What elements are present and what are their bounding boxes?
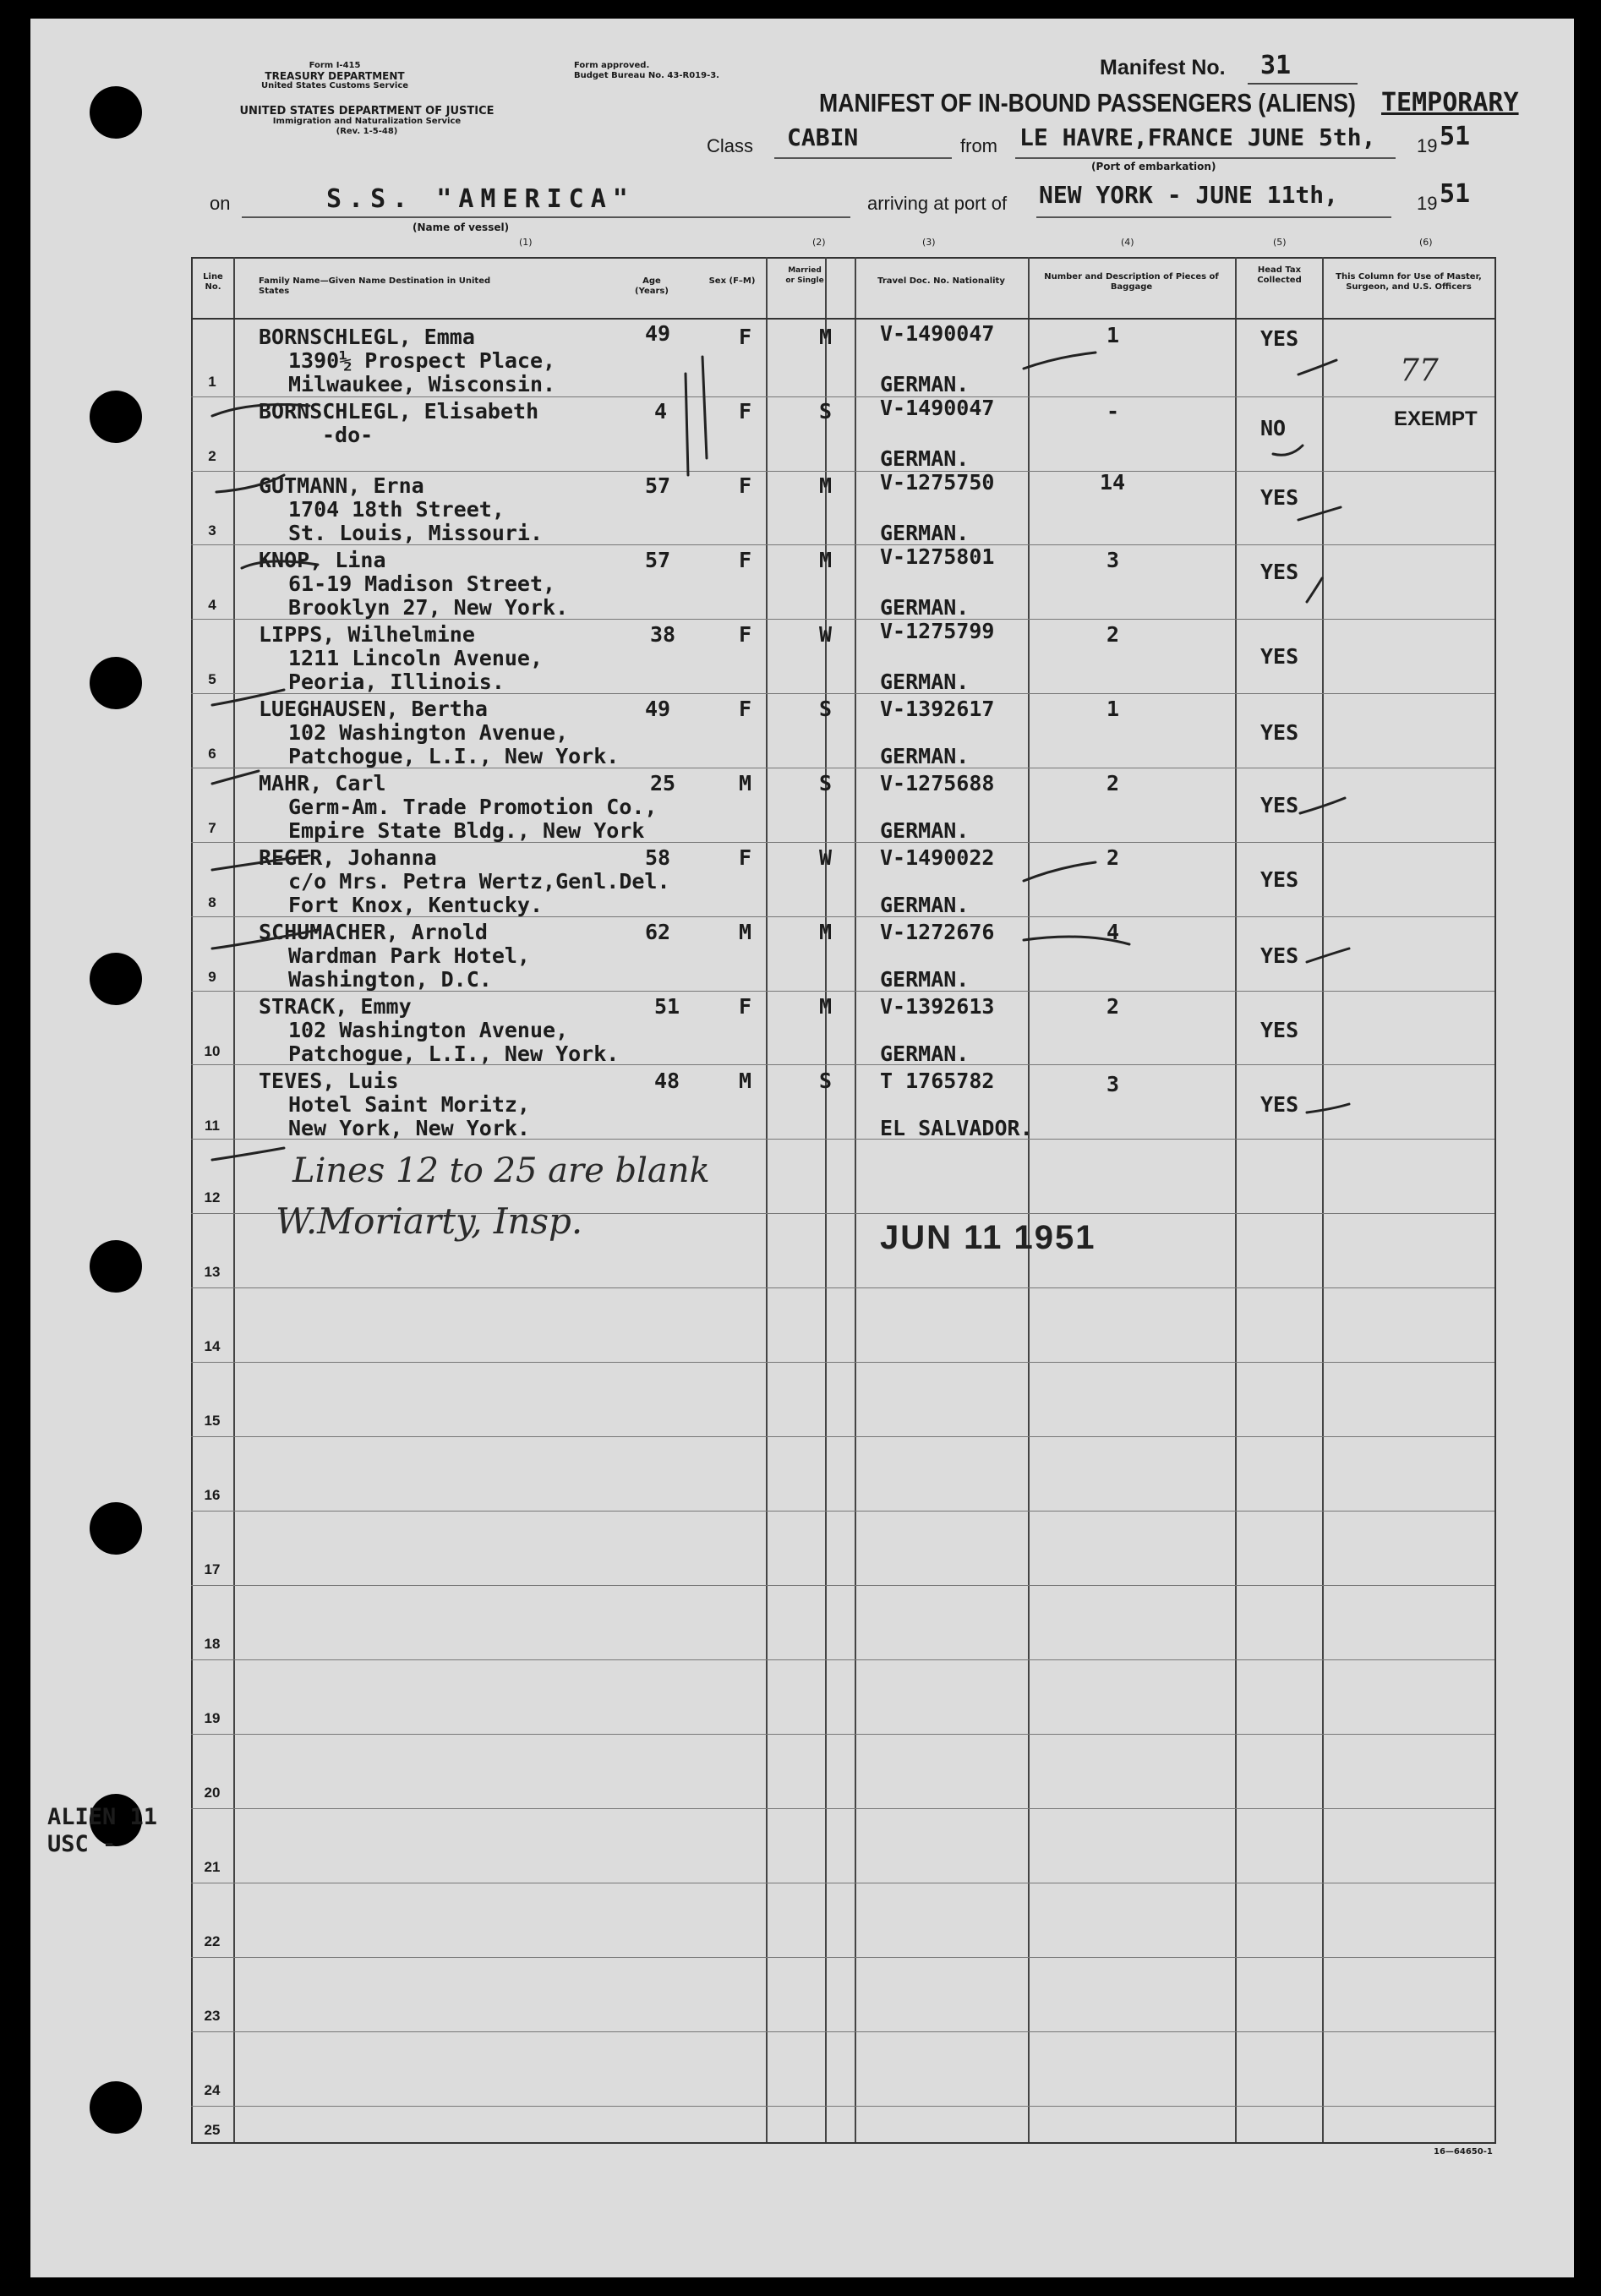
manifest-number-label: Manifest No.	[1100, 56, 1226, 79]
baggage-count: 4	[1106, 920, 1120, 944]
col-divider	[855, 257, 856, 2142]
class-year: 51	[1440, 122, 1471, 151]
agency-block	[172, 107, 561, 137]
manifest-number-underline	[1248, 83, 1358, 85]
head-tax: YES	[1260, 560, 1299, 584]
nationality: GERMAN.	[880, 967, 970, 992]
arriving-label: arriving at port of	[867, 193, 1008, 214]
line-number: 13	[204, 1264, 221, 1280]
line-number: 18	[204, 1636, 221, 1652]
passenger-address: Wardman Park Hotel,	[288, 943, 530, 968]
passenger-address: c/o Mrs. Petra Wertz,Genl.Del.	[288, 869, 670, 894]
passenger-name: TEVES, Luis	[259, 1069, 399, 1093]
passenger-address: 1211 Lincoln Avenue,	[288, 646, 544, 670]
passenger-age: 57	[645, 473, 671, 498]
marital-status: S	[819, 771, 833, 795]
row-divider	[191, 1585, 1494, 1586]
line-number: 12	[204, 1189, 221, 1205]
form-number: Form I-415	[309, 61, 361, 70]
passenger-address: Patchogue, L.I., New York.	[288, 1041, 620, 1066]
passenger-sex: M	[739, 771, 752, 795]
officer-note: 77	[1400, 353, 1439, 388]
customs-service: United States Customs Service	[260, 81, 409, 90]
arrival-year-prefix: 19	[1417, 193, 1438, 214]
passenger-sex: F	[739, 994, 752, 1019]
passenger-address: 1390½ Prospect Place,	[288, 348, 556, 373]
col-divider	[1322, 257, 1324, 2142]
line-number: 17	[204, 1561, 221, 1577]
manifest-number-value: 31	[1260, 51, 1292, 80]
handwritten-blank-note: Lines 12 to 25 are blank	[292, 1151, 710, 1190]
nationality: EL SALVADOR.	[880, 1116, 1033, 1140]
col-header-married: Married or Single	[785, 266, 824, 285]
nationality: GERMAN.	[880, 818, 970, 843]
passenger-address: Hotel Saint Moritz,	[288, 1092, 530, 1117]
line-number: 14	[204, 1338, 221, 1354]
marital-status: M	[819, 548, 833, 572]
row-divider	[191, 1659, 1494, 1660]
vessel-name: S.S. "AMERICA"	[326, 184, 635, 214]
passenger-address: 102 Washington Avenue,	[288, 1018, 569, 1042]
line-number: 8	[208, 894, 216, 910]
row-divider	[191, 1957, 1494, 1958]
line-number: 3	[208, 522, 216, 538]
passenger-sex: F	[739, 697, 752, 721]
on-label: on	[210, 193, 231, 214]
row-divider	[191, 1287, 1494, 1288]
approval-block	[574, 61, 719, 81]
baggage-count: 14	[1100, 470, 1126, 495]
marital-status: W	[819, 845, 833, 870]
head-tax: YES	[1260, 644, 1299, 669]
col-header-head-tax: Head Tax Collected	[1257, 265, 1302, 285]
passenger-address: 102 Washington Avenue,	[288, 720, 569, 745]
line-number: 9	[208, 969, 216, 985]
binder-hole	[90, 657, 142, 709]
travel-doc: V-1272676	[880, 920, 995, 944]
col-divider	[233, 257, 235, 2142]
margin-note-line1: ALIEN 11	[47, 1804, 158, 1830]
passenger-address: Fort Knox, Kentucky.	[288, 893, 544, 917]
passenger-age: 62	[645, 920, 671, 944]
passenger-address: Brooklyn 27, New York.	[288, 595, 569, 620]
binder-hole	[90, 953, 142, 1005]
nationality: GERMAN.	[880, 670, 970, 694]
col-header-baggage: Number and Description of Pieces of Baggage	[1044, 272, 1219, 292]
class-underline	[774, 157, 952, 159]
passenger-address: Empire State Bldg., New York	[288, 818, 645, 843]
margin-note-line2: USC -	[47, 1831, 117, 1857]
line-number: 24	[204, 2082, 221, 2098]
arrival-year: 51	[1440, 179, 1471, 209]
line-number: 16	[204, 1487, 221, 1503]
line-number: 20	[204, 1785, 221, 1801]
row-divider	[191, 1808, 1494, 1809]
col-number-5: (5)	[1273, 237, 1287, 248]
header-rule	[191, 318, 1494, 320]
col-header-sex: Sex (F–M)	[708, 276, 756, 286]
passenger-name: KNOP, Lina	[259, 548, 386, 572]
head-tax: YES	[1260, 1092, 1299, 1117]
row-divider	[191, 1436, 1494, 1437]
head-tax: YES	[1260, 867, 1299, 892]
baggage-count: 1	[1106, 323, 1120, 347]
nationality: GERMAN.	[880, 446, 970, 471]
marital-status: M	[819, 994, 833, 1019]
passenger-name: BORNSCHLEGL, Elisabeth	[259, 399, 539, 424]
passenger-age: 51	[654, 994, 680, 1019]
passenger-age: 4	[654, 399, 668, 424]
passenger-age: 57	[645, 548, 671, 572]
passenger-age: 38	[650, 622, 676, 647]
marital-status: S	[819, 399, 833, 424]
line-number: 1	[208, 374, 216, 390]
nationality: GERMAN.	[880, 893, 970, 917]
line-number: 21	[204, 1859, 221, 1875]
baggage-count: 2	[1106, 845, 1120, 870]
doj-name: UNITED STATES DEPARTMENT OF JUSTICE	[239, 105, 495, 118]
line-number: 7	[208, 820, 216, 836]
passenger-address: St. Louis, Missouri.	[288, 521, 544, 545]
passenger-age: 49	[645, 697, 671, 721]
head-tax: YES	[1260, 1018, 1299, 1042]
head-tax: YES	[1260, 943, 1299, 968]
passenger-sex: M	[739, 1069, 752, 1093]
vessel-caption: (Name of vessel)	[413, 221, 510, 233]
baggage-count: 2	[1106, 771, 1120, 795]
from-underline	[1015, 157, 1396, 159]
passenger-sex: F	[739, 399, 752, 424]
binder-hole	[90, 86, 142, 139]
class-value: CABIN	[787, 123, 859, 151]
passenger-name: STRACK, Emmy	[259, 994, 412, 1019]
passenger-address: 61-19 Madison Street,	[288, 571, 556, 596]
arrival-value: NEW YORK - JUNE 11th,	[1039, 181, 1339, 209]
passenger-age: 48	[654, 1069, 680, 1093]
marital-status: S	[819, 1069, 833, 1093]
treasury-dept: TREASURY DEPARTMENT	[265, 70, 405, 82]
nationality: GERMAN.	[880, 1041, 970, 1066]
travel-doc: V-1490047	[880, 321, 995, 346]
travel-doc: V-1275688	[880, 771, 995, 795]
passenger-name: LUEGHAUSEN, Bertha	[259, 697, 488, 721]
line-number: 15	[204, 1413, 221, 1429]
travel-doc: V-1275801	[880, 544, 995, 569]
col-divider	[825, 257, 827, 2142]
binder-hole	[90, 1240, 142, 1293]
from-label: from	[960, 135, 997, 156]
col-header-officers: This Column for Use of Master, Surgeon, and U.S. Officers	[1336, 272, 1482, 292]
travel-doc: V-1275750	[880, 470, 995, 495]
embark-caption: (Port of embarkation)	[1091, 161, 1216, 172]
col-header-travel-doc: Travel Doc. No. Nationality	[877, 276, 1005, 286]
row-divider	[191, 1362, 1494, 1363]
baggage-count: 3	[1106, 548, 1120, 572]
handwritten-signature: W.Moriarty, Insp.	[276, 1200, 583, 1242]
row-divider	[191, 471, 1494, 472]
passenger-age: 49	[645, 321, 671, 346]
binder-hole	[90, 1502, 142, 1555]
col-number-3: (3)	[922, 237, 936, 248]
passenger-sex: F	[739, 325, 752, 349]
passenger-name: MAHR, Carl	[259, 771, 386, 795]
line-number: 10	[204, 1043, 221, 1059]
col-divider	[1235, 257, 1237, 2142]
row-divider	[191, 2031, 1494, 2032]
passenger-sex: M	[739, 920, 752, 944]
line-number: 19	[204, 1710, 221, 1726]
baggage-count: 1	[1106, 697, 1120, 721]
nationality: GERMAN.	[880, 521, 970, 545]
line-number: 23	[204, 2008, 221, 2024]
line-number: 25	[204, 2122, 221, 2138]
col-number-6: (6)	[1419, 237, 1433, 248]
marital-status: M	[819, 325, 833, 349]
approval-line1: Form approved.	[574, 61, 650, 70]
passenger-address: 1704 18th Street,	[288, 497, 505, 522]
passenger-address: Peoria, Illinois.	[288, 670, 505, 694]
manifest-title-typed: TEMPORARY	[1381, 88, 1519, 118]
head-tax: NO	[1260, 416, 1287, 440]
footer-code: 16—64650-1	[1434, 2147, 1493, 2157]
marital-status: M	[819, 920, 833, 944]
line-number: 5	[208, 671, 216, 687]
date-stamp: JUN 11 1951	[880, 1219, 1096, 1256]
class-label: Class	[707, 135, 754, 156]
binder-hole	[90, 2081, 142, 2134]
passenger-sex: F	[739, 845, 752, 870]
row-divider	[191, 2106, 1494, 2107]
line-number: 22	[204, 1933, 221, 1949]
passenger-name: LIPPS, Wilhelmine	[259, 622, 475, 647]
officer-note: EXEMPT	[1394, 407, 1478, 430]
baggage-count: 2	[1106, 622, 1120, 647]
ins-name: Immigration and Naturalization Service	[272, 117, 462, 126]
marital-status: S	[819, 697, 833, 721]
form-id-block	[250, 61, 419, 91]
row-divider	[191, 1734, 1494, 1735]
binder-hole	[90, 391, 142, 443]
form-revision: (Rev. 1-5-48)	[336, 127, 398, 136]
head-tax: YES	[1260, 485, 1299, 510]
travel-doc: V-1275799	[880, 619, 995, 643]
passenger-sex: F	[739, 473, 752, 498]
col-number-4: (4)	[1121, 237, 1134, 248]
line-number: 2	[208, 448, 216, 464]
col-header-age: Age (Years)	[635, 276, 669, 296]
nationality: GERMAN.	[880, 372, 970, 396]
line-number: 4	[208, 597, 216, 613]
col-number-1: (1)	[519, 237, 533, 248]
head-tax: YES	[1260, 793, 1299, 817]
from-value: LE HAVRE,FRANCE JUNE 5th,	[1019, 123, 1376, 151]
baggage-count: -	[1106, 399, 1120, 424]
passenger-address: New York, New York.	[288, 1116, 530, 1140]
class-year-prefix: 19	[1417, 135, 1438, 156]
passenger-address: Patchogue, L.I., New York.	[288, 744, 620, 768]
line-number: 6	[208, 746, 216, 762]
marital-status: W	[819, 622, 833, 647]
passenger-age: 25	[650, 771, 676, 795]
head-tax: YES	[1260, 326, 1299, 351]
approval-line2: Budget Bureau No. 43-R019-3.	[574, 71, 719, 80]
travel-doc: V-1392613	[880, 994, 995, 1019]
col-divider	[1028, 257, 1030, 2142]
passenger-address: Milwaukee, Wisconsin.	[288, 372, 556, 396]
vessel-underline	[242, 216, 850, 218]
col-header-line-no: Line No.	[203, 272, 223, 292]
passenger-age: 58	[645, 845, 671, 870]
passenger-name: SCHUMACHER, Arnold	[259, 920, 488, 944]
travel-doc: V-1490022	[880, 845, 995, 870]
baggage-count: 2	[1106, 994, 1120, 1019]
passenger-address: -do-	[322, 423, 374, 447]
line-number: 11	[205, 1118, 220, 1134]
nationality: GERMAN.	[880, 744, 970, 768]
passenger-address: Washington, D.C.	[288, 967, 492, 992]
passenger-sex: F	[739, 548, 752, 572]
passenger-name: REGER, Johanna	[259, 845, 437, 870]
col-header-name: Family Name—Given Name Destination in United States	[259, 276, 491, 296]
arrival-underline	[1036, 216, 1391, 218]
marital-status: M	[819, 473, 833, 498]
passenger-name: GUTMANN, Erna	[259, 473, 424, 498]
passenger-name: BORNSCHLEGL, Emma	[259, 325, 475, 349]
col-divider	[766, 257, 768, 2142]
row-divider	[191, 396, 1494, 397]
manifest-page	[30, 19, 1574, 2277]
head-tax: YES	[1260, 720, 1299, 745]
row-divider	[191, 1511, 1494, 1512]
col-number-2: (2)	[812, 237, 826, 248]
passenger-sex: F	[739, 622, 752, 647]
baggage-count: 3	[1106, 1072, 1120, 1096]
travel-doc: V-1392617	[880, 697, 995, 721]
travel-doc: V-1490047	[880, 396, 995, 420]
travel-doc: T 1765782	[880, 1069, 995, 1093]
nationality: GERMAN.	[880, 595, 970, 620]
manifest-title: MANIFEST OF IN-BOUND PASSENGERS (ALIENS)	[819, 88, 1356, 118]
passenger-address: Germ-Am. Trade Promotion Co.,	[288, 795, 658, 819]
